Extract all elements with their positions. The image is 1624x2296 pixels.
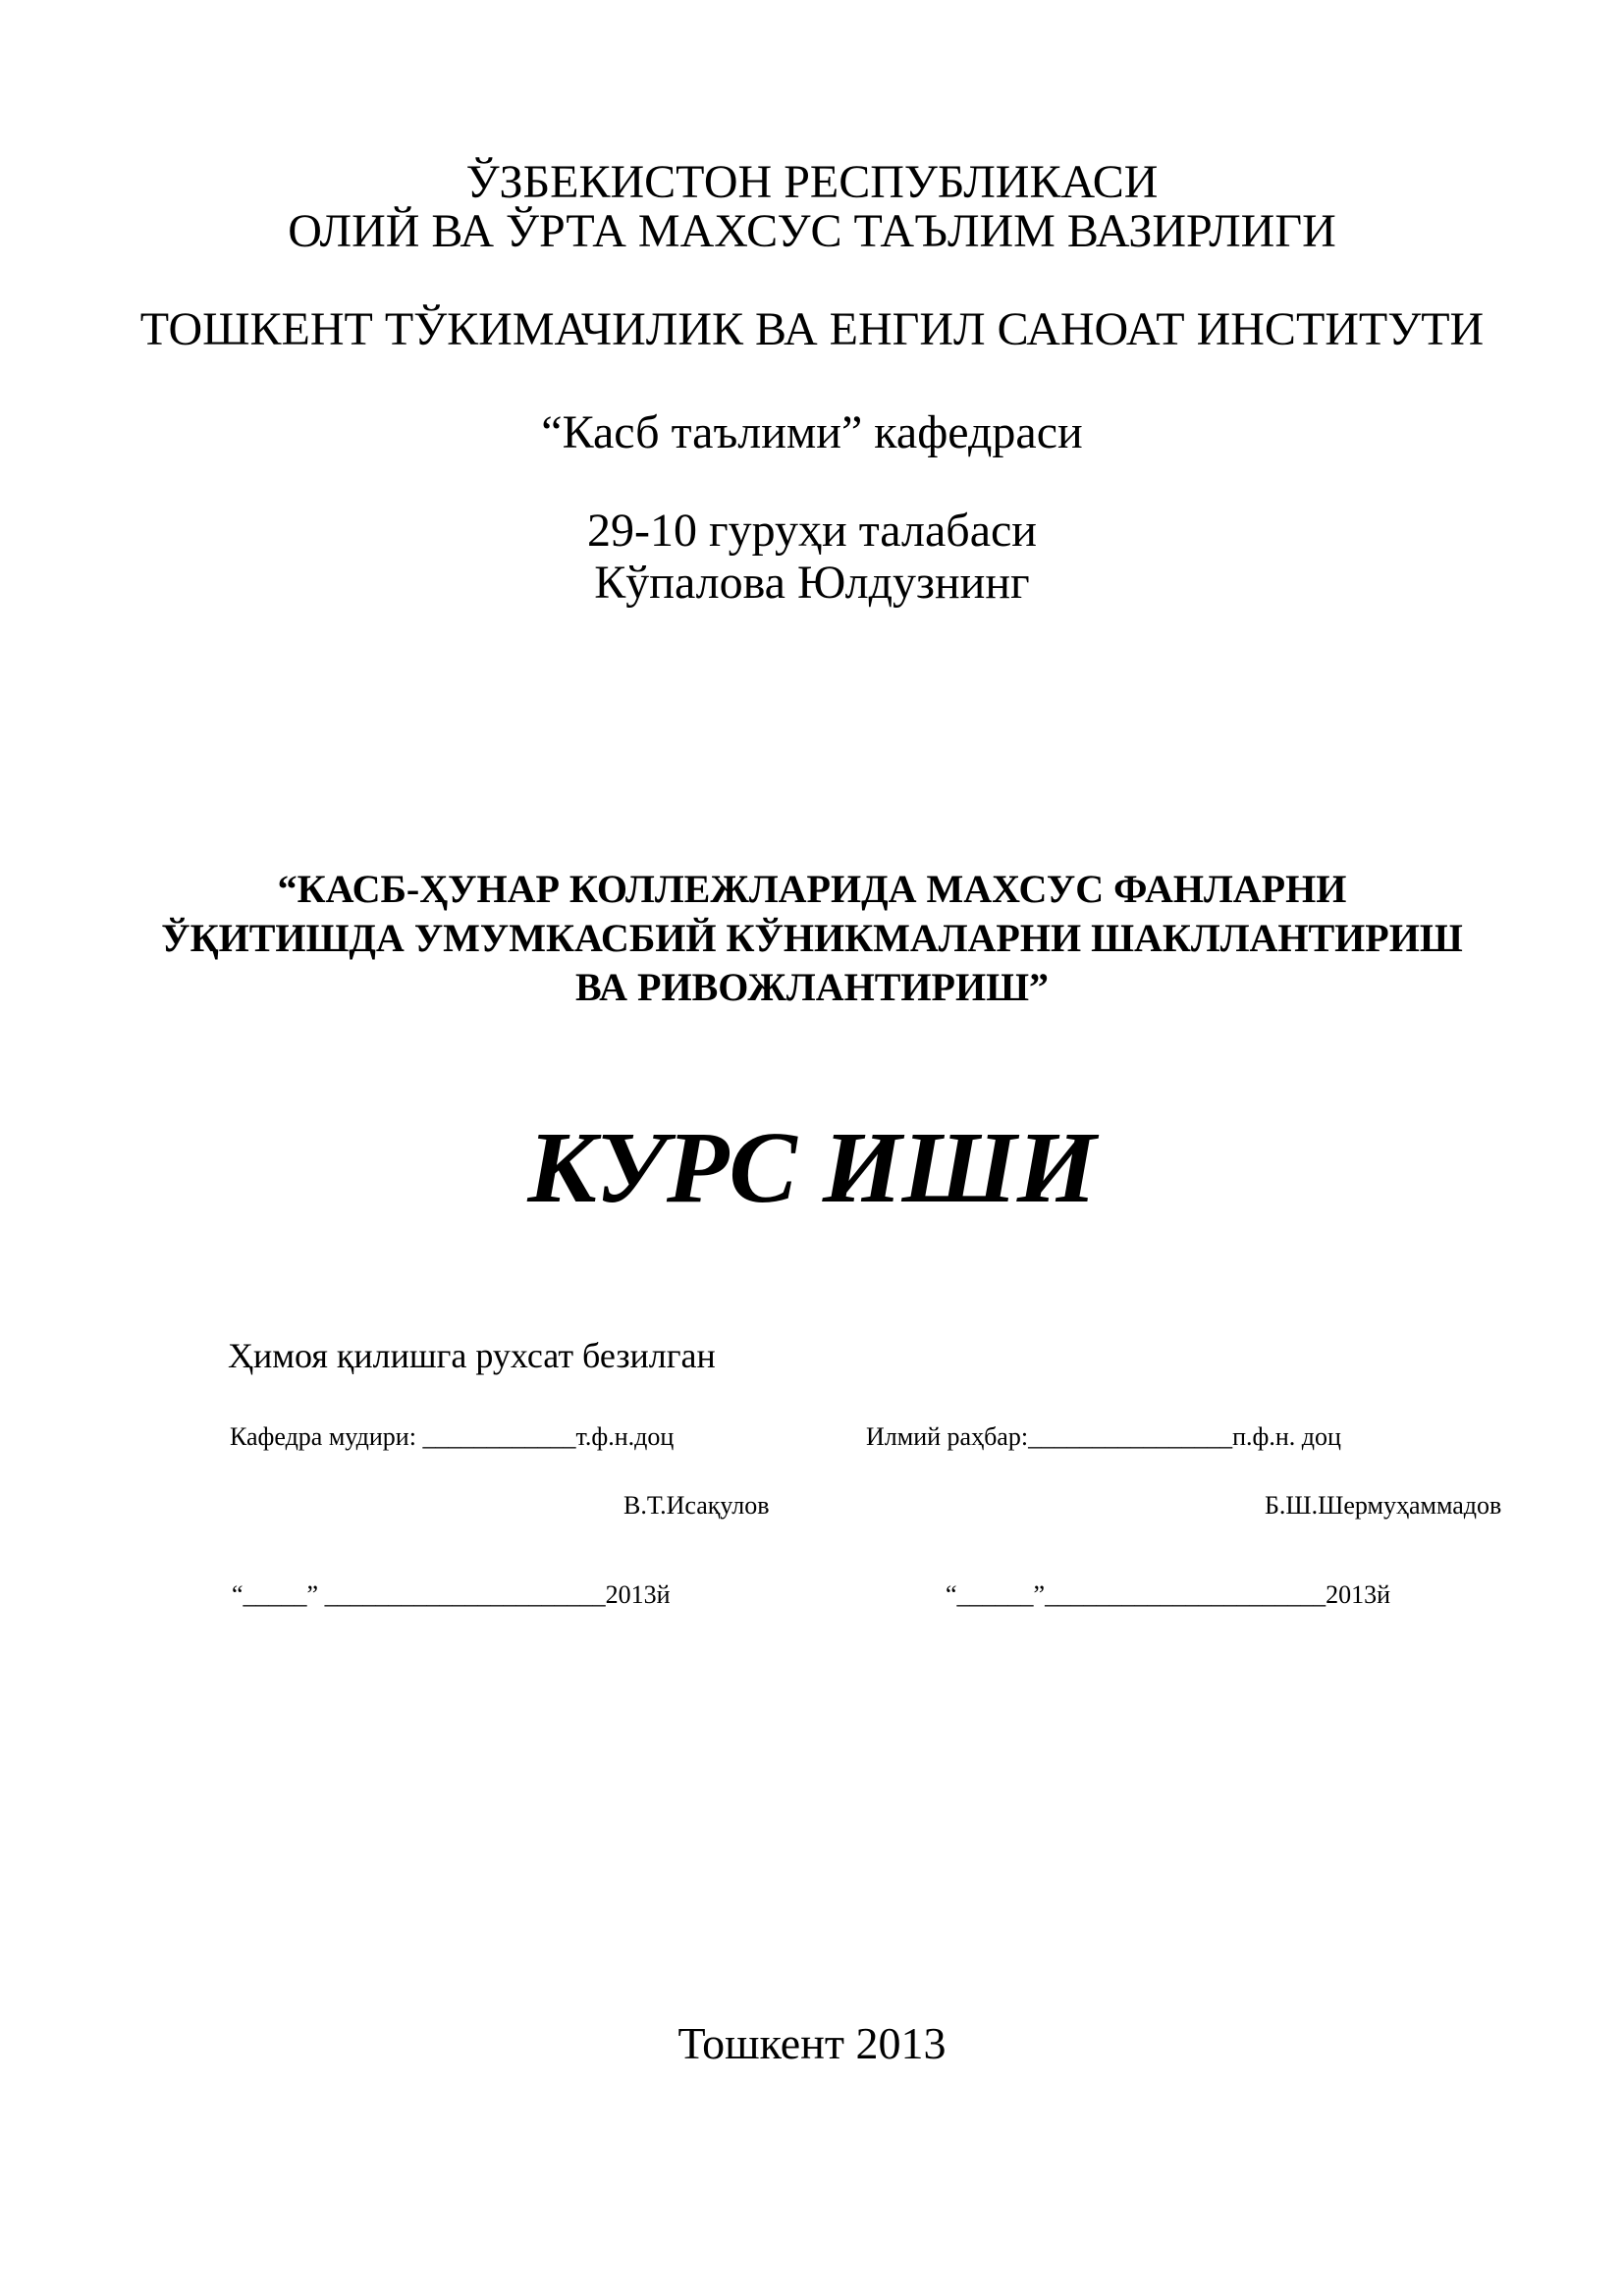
- topic-line-1: “КАСБ-ҲУНАР КОЛЛЕЖЛАРИДА МАХСУС ФАНЛАРНИ: [277, 867, 1347, 911]
- department-head-name: В.Т.Исақулов: [623, 1491, 770, 1520]
- ministry-title: ОЛИЙ ВА ЎРТА МАХСУС ТАЪЛИМ ВАЗИРЛИГИ: [288, 205, 1336, 257]
- topic-line-2: ЎҚИТИШДА УМУМКАСБИЙ КЎНИКМАЛАРНИ ШАКЛЛАНТИРИШ: [161, 916, 1463, 960]
- topic-line-3: ВА РИВОЖЛАНТИРИШ”: [574, 965, 1049, 1009]
- institute-title: ТОШКЕНТ ТЎКИМАЧИЛИК ВА ЕНГИЛ САНОАТ ИНСТИТУТИ: [139, 303, 1485, 355]
- republic-title: ЎЗБЕКИСТОН РЕСПУБЛИКАСИ: [465, 156, 1159, 208]
- approval-title: Ҳимоя қилишга рухсат безилган: [228, 1336, 716, 1375]
- student-name: Кўпалова Юлдузнинг: [594, 557, 1030, 609]
- city-year: Тошкент 2013: [677, 2018, 947, 2068]
- supervisor-date: “______”______________________2013й: [946, 1580, 1390, 1609]
- supervisor-name: Б.Ш.Шермуҳаммадов: [1265, 1491, 1502, 1520]
- department-head-date: “_____” ______________________2013й: [232, 1580, 671, 1609]
- department-title: “Касб таълими” кафедраси: [541, 406, 1083, 458]
- work-type-title: КУРС ИШИ: [527, 1111, 1097, 1224]
- supervisor-label: Илмий раҳбар:________________п.ф.н. доц: [866, 1422, 1341, 1451]
- department-head-label: Кафедра мудири: ____________т.ф.н.доц: [230, 1422, 675, 1451]
- student-group: 29-10 гуруҳи талабаси: [587, 505, 1037, 557]
